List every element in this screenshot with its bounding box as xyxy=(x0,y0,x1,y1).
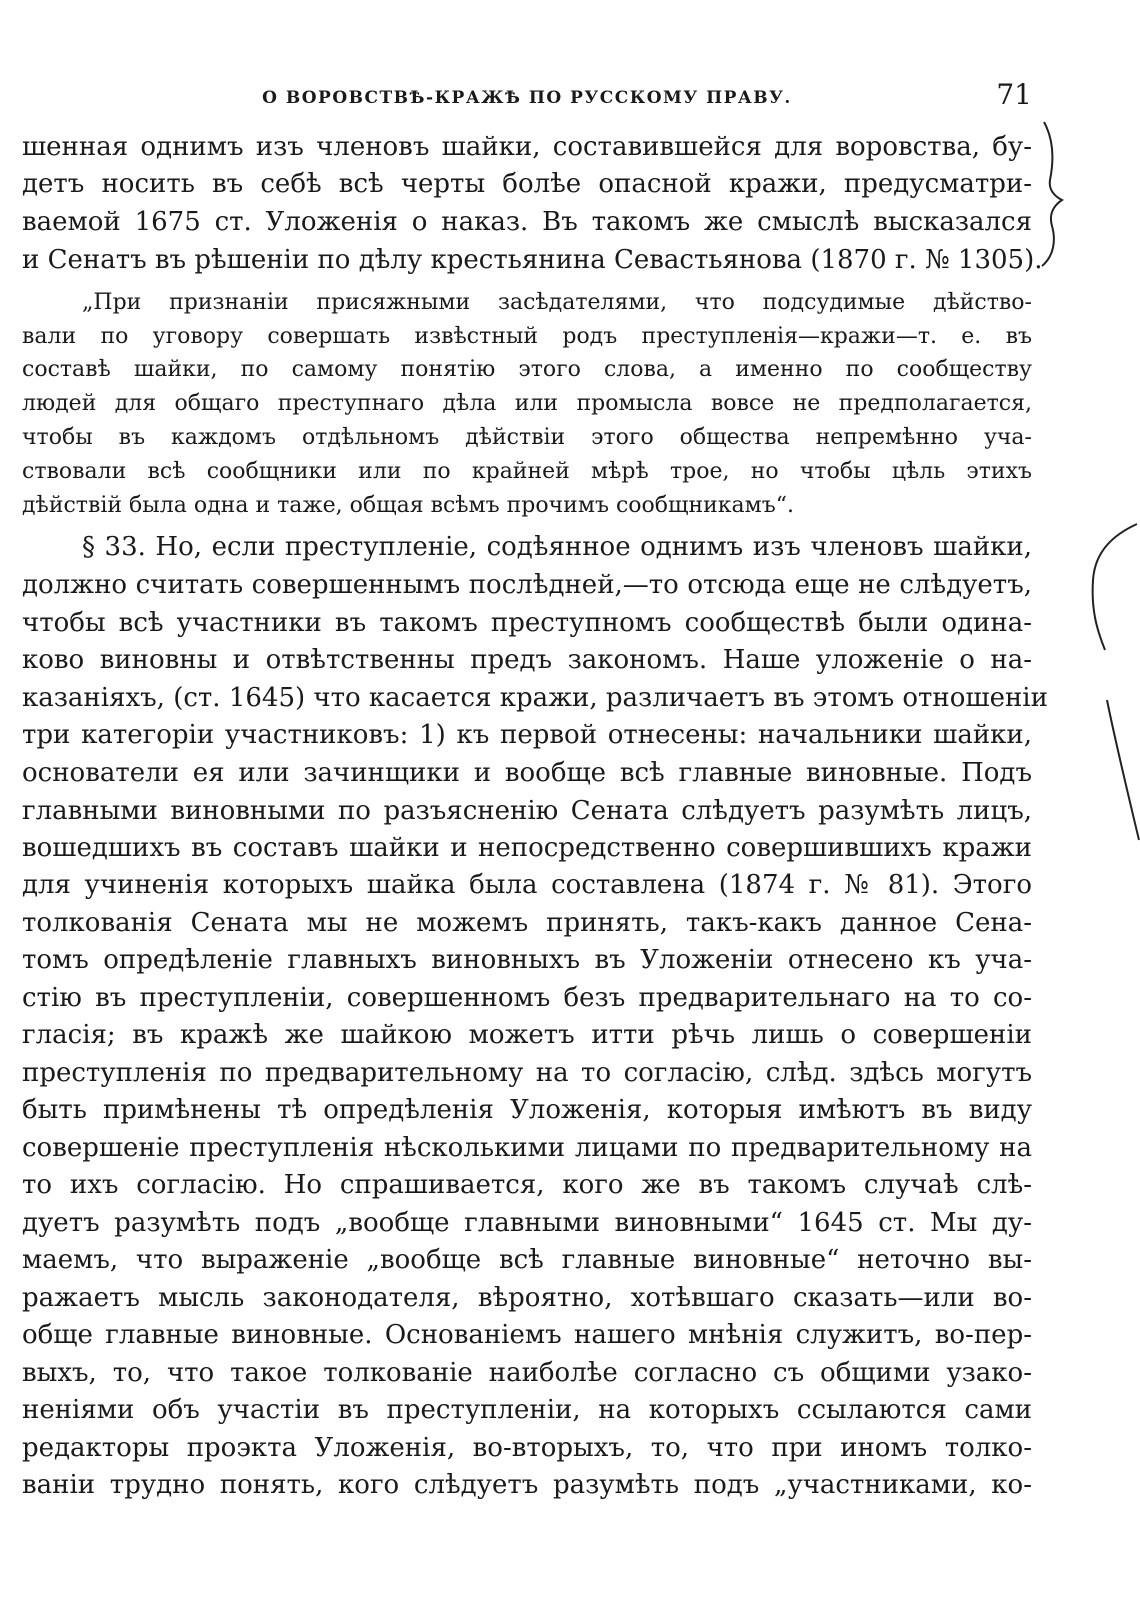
text-line: шенная однимъ изъ членовъ шайки, составившейся для воровства, бу- xyxy=(22,132,1032,162)
section-line: гласія; въ кражѣ же шайкою можетъ итти рѣчь лишь о совершеніи xyxy=(22,1020,1032,1050)
section-line: преступленія по предварительному на то согласію, слѣд. здѣсь могутъ xyxy=(22,1058,1032,1088)
section-line: маемъ, что выраженіе „вообще всѣ главные виновные“ неточно вы- xyxy=(22,1245,1032,1275)
quote-line: дѣйствій была одна и таже, общая всѣмъ прочимъ сообщникамъ“. xyxy=(22,493,794,518)
section-line: ково виновны и отвѣтственны предъ закономъ. Наше уложеніе о на- xyxy=(22,645,1032,675)
quote-line: вали по уговору совершать извѣстный родъ преступленія—кражи—т. е. въ xyxy=(22,324,1032,349)
section-line: основатели ея или зачинщики и вообще всѣ главные виновные. Подъ xyxy=(22,758,1032,788)
section-line: должно считать совершеннымъ послѣдней,—то отсюда еще не слѣдуетъ, xyxy=(22,570,1032,600)
section-line: дуетъ разумѣть подъ „вообще главными виновными“ 1645 ст. Мы ду- xyxy=(22,1208,1032,1238)
quote-line: людей для общаго преступнаго дѣла или промысла вовсе не предполагается, xyxy=(22,391,1032,416)
text-line: ваемой 1675 ст. Уложенія о наказ. Въ такомъ же смыслѣ высказался xyxy=(22,207,1032,237)
text-line: детъ носить въ себѣ всѣ черты болѣе опасной кражи, предусматри- xyxy=(22,169,1032,199)
section-line: § 33. Но, если преступленіе, содѣянное однимъ изъ членовъ шайки, xyxy=(82,532,1032,562)
section-line: три категоріи участниковъ: 1) къ первой отнесены: начальники шайки, xyxy=(22,720,1032,750)
text-line: и Сенатъ въ рѣшеніи по дѣлу крестьянина Севастьянова (1870 г. № 1305). xyxy=(22,245,1043,275)
section-line: томъ опредѣленіе главныхъ виновныхъ въ Уложеніи отнесено къ уча- xyxy=(22,945,1032,975)
section-line: быть примѣнены тѣ опредѣленія Уложенія, которыя имѣютъ въ виду xyxy=(22,1095,1032,1125)
section-line: вошедшихъ въ составъ шайки и непосредственно совершившихъ кражи xyxy=(22,833,1032,863)
margin-brace-mark xyxy=(1040,120,1080,270)
section-line: ражаетъ мысль законодателя, вѣроятно, хотѣвшаго сказать—или во- xyxy=(22,1283,1032,1313)
section-line: выхъ, то, что такое толкованіе наиболѣе согласно съ общими узако- xyxy=(22,1358,1032,1388)
quote-line: „При признаніи присяжными засѣдателями, что подсудимые дѣйство- xyxy=(82,290,1032,315)
section-line: неніями объ участіи въ преступленіи, на которыхъ ссылаются сами xyxy=(22,1395,1032,1425)
quote-line: чтобы въ каждомъ отдѣльномъ дѣйствіи этого общества непремѣнно уча- xyxy=(22,425,1032,450)
section-line: главными виновными по разъясненію Сената слѣдуетъ разумѣть лицъ, xyxy=(22,796,1032,826)
section-line: стію въ преступленіи, совершенномъ безъ предварительнаго на то со- xyxy=(22,983,1032,1013)
page-number: 71 xyxy=(996,78,1032,111)
quote-line: ствовали всѣ сообщники или по крайней мѣрѣ трое, но чтобы цѣль этихъ xyxy=(22,459,1032,484)
section-line: казаніяхъ, (ст. 1645) что касается кражи, различаетъ въ этомъ отношеніи xyxy=(22,683,1048,713)
section-line: толкованія Сената мы не можемъ принять, такъ-какъ данное Сена- xyxy=(22,908,1032,938)
section-line: обще главные виновные. Основаніемъ нашего мнѣнія служитъ, во-пер- xyxy=(22,1320,1032,1350)
page-header xyxy=(22,78,1032,118)
section-line: совершеніе преступленія нѣсколькими лицами по предварительному на xyxy=(22,1133,1032,1163)
running-head: О ВОРОВСТВѢ-КРАЖѢ ПО РУССКОМУ ПРАВУ. xyxy=(262,88,792,108)
quote-line: составѣ шайки, по самому понятію этого слова, а именно по сообществу xyxy=(22,357,1032,382)
section-line: редакторы проэкта Уложенія, во-вторыхъ, то, что при иномъ толко- xyxy=(22,1433,1032,1463)
section-line: ваніи трудно понять, кого слѣдуетъ разумѣть подъ „участниками, ко- xyxy=(22,1470,1032,1500)
margin-curve-mark xyxy=(1085,520,1140,850)
section-line: то ихъ согласію. Но спрашивается, кого же въ такомъ случаѣ слѣ- xyxy=(22,1170,1032,1200)
section-line: чтобы всѣ участники въ такомъ преступномъ сообществѣ были одина- xyxy=(22,608,1032,638)
section-line: для учиненія которыхъ шайка была составлена (1874 г. № 81). Этого xyxy=(22,870,1032,900)
